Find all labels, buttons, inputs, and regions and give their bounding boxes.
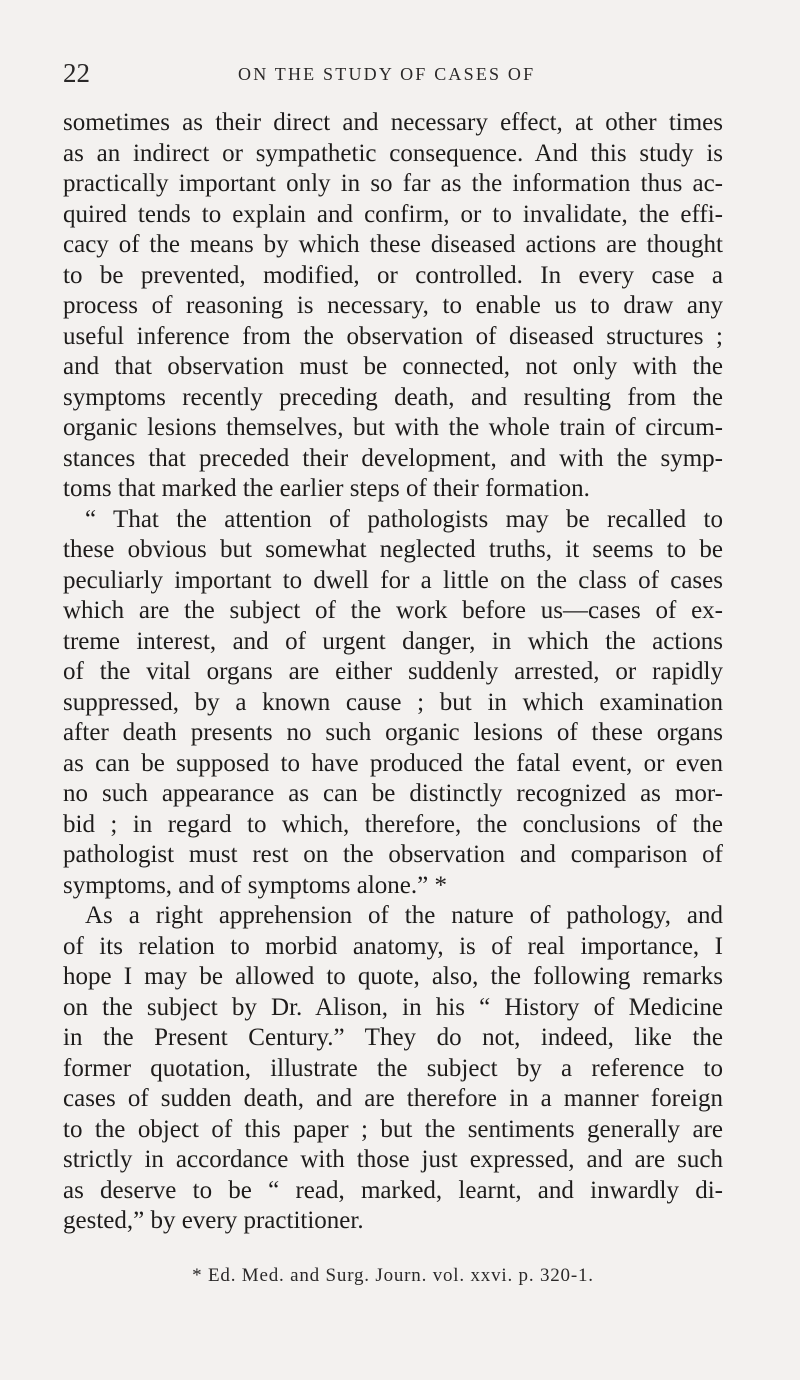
text-line: and that observation must be connected, not only with the <box>63 353 723 380</box>
text-line: as can be supposed to have produced the fatal event, or even <box>63 749 723 777</box>
text-line: quired tends to explain and confirm, or to invalidate, the effi- <box>63 200 723 228</box>
text-line: hope I may be allowed to quote, also, the following remarks <box>63 963 723 990</box>
text-line: bid ; in regard to which, therefore, the conclusions of the <box>63 810 723 838</box>
footnote: * Ed. Med. and Surg. Journ. vol. xxvi. p. 320-1. <box>192 1265 594 1286</box>
page-number: 22 <box>63 58 90 88</box>
text-line: symptoms recently preceding death, and resulting from the <box>63 383 723 411</box>
text-line: to the object of this paper ; but the sentiments generally are <box>63 1115 723 1143</box>
text-line: former quotation, illustrate the subject by a reference to <box>63 1054 723 1082</box>
text-line: peculiarly important to dwell for a little on the class of cases <box>63 566 723 594</box>
text-line: after death presents no such organic lesions of these organs <box>63 719 723 746</box>
text-line: process of reasoning is necessary, to enable us to draw any <box>63 292 723 319</box>
text-line: as deserve to be “ read, marked, learnt, and inwardly di- <box>63 1176 723 1204</box>
text-line: gested,” by every practitioner. <box>63 1207 364 1234</box>
running-head <box>63 58 723 88</box>
text-line: on the subject by Dr. Alison, in his “ History of Medicine <box>63 993 723 1021</box>
text-line: suppressed, by a known cause ; but in which examination <box>63 688 723 716</box>
text-line: stances that preceded their development, and with the symp- <box>63 444 723 472</box>
text-line: in the Present Century.” They do not, indeed, like the <box>63 1024 723 1051</box>
text-line: these obvious but somewhat neglected truths, it seems to be <box>63 536 723 563</box>
running-title: ON THE STUDY OF CASES OF <box>238 64 536 84</box>
text-line: of its relation to morbid anatomy, is of real importance, I <box>63 932 723 960</box>
text-line: pathologist must rest on the observation and comparison of <box>63 841 723 868</box>
body-text <box>63 108 723 1237</box>
text-line: As a right apprehension of the nature of pathology, and <box>85 902 723 929</box>
text-line: no such appearance as can be distinctly recognized as mor- <box>63 780 723 807</box>
text-line: strictly in accordance with those just expressed, and are such <box>63 1146 723 1173</box>
text-line: sometimes as their direct and necessary effect, at other times <box>63 109 723 136</box>
text-line: useful inference from the observation of diseased structures ; <box>63 322 723 350</box>
text-line: which are the subject of the work before us—cases of ex- <box>63 597 723 624</box>
text-line: as an indirect or sympathetic consequence. And this study is <box>63 139 723 167</box>
text-line: practically important only in so far as the information thus ac- <box>63 170 723 197</box>
text-line: cases of sudden death, and are therefore in a manner foreign <box>63 1085 723 1112</box>
text-line: cacy of the means by which these diseased actions are thought <box>63 231 723 258</box>
text-line: to be prevented, modified, or controlled. In every case a <box>63 261 723 289</box>
text-line: toms that marked the earlier steps of their formation. <box>63 475 590 502</box>
text-line: treme interest, and of urgent danger, in which the actions <box>63 627 723 655</box>
text-line: organic lesions themselves, but with the whole train of circum- <box>63 414 723 441</box>
text-line: “ That the attention of pathologists may be recalled to <box>85 505 723 533</box>
text-line: symptoms, and of symptoms alone.” * <box>63 871 447 899</box>
text-line: of the vital organs are either suddenly arrested, or rapidly <box>63 658 723 685</box>
